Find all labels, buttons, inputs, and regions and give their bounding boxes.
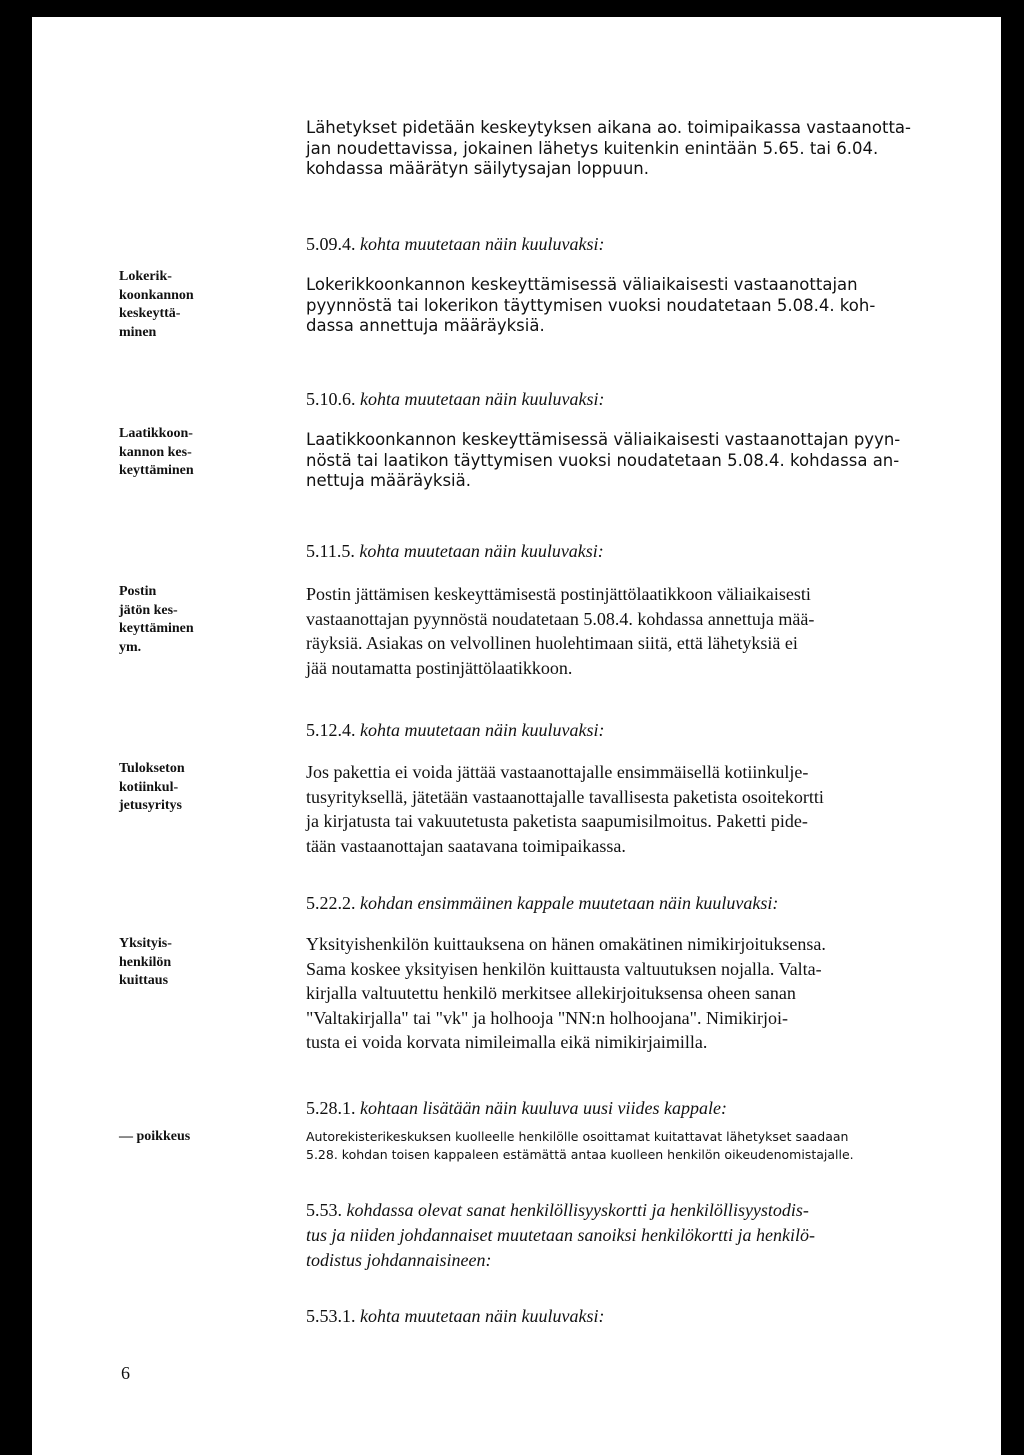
- section-number: 5.22.2.: [306, 893, 356, 913]
- section-heading-5-10-6: [306, 389, 604, 410]
- section-heading-text: kohta muutetaan näin kuuluvaksi:: [359, 541, 604, 561]
- section-heading-5-53-1: [306, 1306, 604, 1327]
- section-heading-5-22-2: [306, 893, 778, 914]
- page-number: 6: [121, 1363, 130, 1383]
- section-number: 5.09.4.: [306, 234, 356, 254]
- intro-paragraph: Lähetykset pidetään keskeytyksen aikana ao. toimipaikassa vastaanotta- jan noudettavissa, jokainen lähetys kuitenkin enintään 5.65. tai 6.04. kohdassa määrätyn säilytysajan loppuun.: [306, 118, 911, 178]
- margin-note-postin-jaton: Postin jätön kes- keyttäminen ym.: [119, 584, 194, 655]
- note-5-53: [306, 1198, 986, 1273]
- section-body-5-09-4: Lokerikkoonkannon keskeyttämisessä väliaikaisesti vastaanottajan pyynnöstä tai lokerikon täyttymisen vuoksi noudatetaan 5.08.4. koh- dassa annettuja määräyksiä.: [306, 275, 876, 335]
- section-body-5-11-5: Postin jättämisen keskeyttämisestä postinjättölaatikkoon väliaikaisesti vastaanottajan pyynnöstä noudatetaan 5.08.4. kohdassa annettuja mää- räyksiä. Asiakas on velvollinen huolehtimaan siitä, että lähetyksiä ei jää noutamatta postinjättölaatikkoon.: [306, 584, 815, 678]
- margin-note-laatikkoonkannon: Laatikkoon- kannon kes- keyttäminen: [119, 426, 194, 478]
- section-number: 5.12.4.: [306, 720, 356, 740]
- note-5-53-text: kohdassa olevat sanat henkilöllisyyskortti ja henkilöllisyystodis- tus ja niiden johdannaiset muutetaan sanoiksi henkilökortti ja henkilö- todistus johdannaisineen:: [306, 1200, 815, 1270]
- margin-note-yksityishenkilon: Yksityis- henkilön kuittaus: [119, 936, 172, 988]
- section-heading-text: kohta muutetaan näin kuuluvaksi:: [360, 234, 605, 254]
- section-number: 5.28.1.: [306, 1098, 356, 1118]
- section-number: 5.11.5.: [306, 541, 355, 561]
- section-heading-text: kohta muutetaan näin kuuluvaksi:: [360, 720, 605, 740]
- section-heading-text: kohdan ensimmäinen kappale muutetaan näin kuuluvaksi:: [360, 893, 779, 913]
- section-number: 5.53.: [306, 1200, 342, 1220]
- margin-note-lokerikkoonkannon: Lokerik- koonkannon keskeyttä- minen: [119, 269, 194, 340]
- section-body-5-10-6: Laatikkoonkannon keskeyttämisessä väliaikaisesti vastaanottajan pyyn- nöstä tai laatikon täyttymisen vuoksi noudatetaan 5.08.4. kohdassa an- nettuja määräyksiä.: [306, 430, 901, 490]
- scan-border: [995, 17, 1001, 1455]
- section-body-5-22-2: Yksityishenkilön kuittauksena on hänen omakätinen nimikirjoituksensa. Sama koskee yksityisen henkilön kuittausta valtuutuksen nojalla. Valta- kirjalla valtuutettu henkilö merkitsee allekirjoituksensa oheen sanan "Valtakirjalla" tai "vk" ja holhooja "NN:n holhoojana". Nimikirjoi- tusta ei voida korvata nimileimalla eikä nimikirjaimilla.: [306, 934, 826, 1052]
- section-body-5-12-4: Jos pakettia ei voida jättää vastaanottajalle ensimmäisellä kotiinkulje- tusyrityksellä, jätetään vastaanottajalle tavallisesta paketista osoitekortti ja kirjatusta tai vakuutetusta paketista saapumisilmoitus. Paketti pide- tään vastaanottajan saatavana toimipaikassa.: [306, 762, 824, 856]
- section-number: 5.10.6.: [306, 389, 356, 409]
- section-heading-text: kohtaan lisätään näin kuuluva uusi viides kappale:: [360, 1098, 727, 1118]
- section-number: 5.53.1.: [306, 1306, 356, 1326]
- section-heading-5-09-4: [306, 234, 604, 255]
- section-heading-5-28-1: [306, 1098, 727, 1119]
- section-heading-text: kohta muutetaan näin kuuluvaksi:: [360, 389, 605, 409]
- section-heading-text: kohta muutetaan näin kuuluvaksi:: [360, 1306, 605, 1326]
- margin-note-tulokseton: Tulokseton kotiinkul- jetusyritys: [119, 761, 185, 813]
- section-heading-5-12-4: [306, 720, 604, 741]
- margin-note-poikkeus: — poikkeus: [119, 1129, 191, 1144]
- section-body-5-28-1: Autorekisterikeskuksen kuolleelle henkilölle osoittamat kuitattavat lähetykset saadaan 5.28. kohdan toisen kappaleen estämättä antaa kuolleen henkilön oikeudenomistajalle.: [306, 1129, 854, 1162]
- section-heading-5-11-5: [306, 541, 604, 562]
